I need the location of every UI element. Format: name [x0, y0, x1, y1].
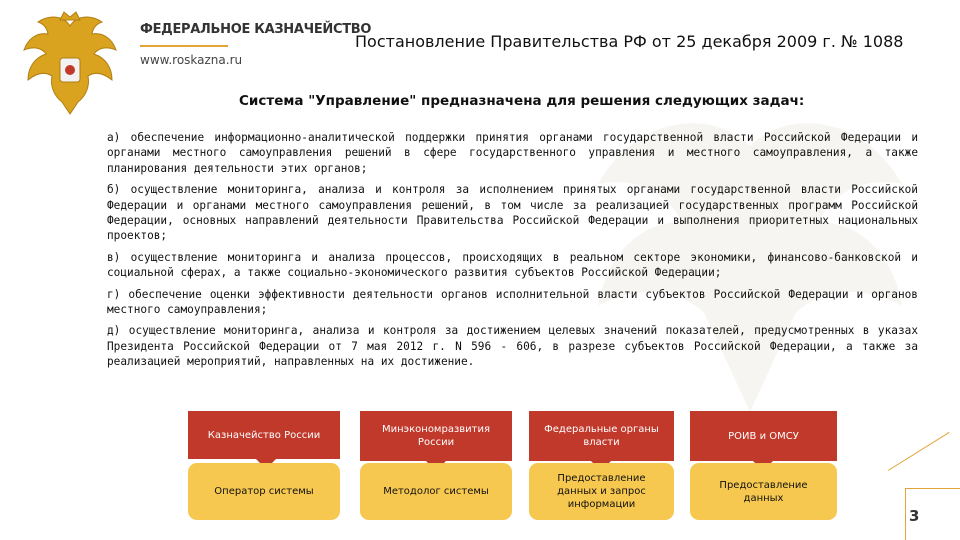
role-box-methodologist: Методолог системы: [360, 463, 512, 520]
double-headed-eagle-icon: [20, 8, 120, 120]
task-item-a: а) обеспечение информационно-аналитической поддержки принятия органами государственной власти Российской Федерации и органами местного самоуправления решений в сфере государственного управления и местного самоуправления, а также планирования деятельности этих органов;: [107, 131, 918, 175]
role-box-data-and-request: Предоставление данных и запрос информации: [529, 463, 674, 520]
org-box-roiv-omsu: РОИВ и ОМСУ: [690, 411, 837, 461]
org-box-kaznacheystvo: Казначейство России: [188, 411, 340, 459]
task-item-g: г) обеспечение оценки эффективности деятельности органов исполнительной власти субъектов Российской Федерации и органов местного самоуправления;: [107, 287, 918, 317]
tasks-list: [107, 130, 918, 376]
role-box-operator: Оператор системы: [188, 463, 340, 520]
page-number: 3: [909, 507, 920, 525]
corner-decoration-horizontal: [905, 488, 960, 489]
corner-decoration-vertical: [905, 488, 906, 540]
brand-divider: [140, 45, 228, 47]
role-box-data-provision: Предоставление данных: [690, 463, 837, 520]
section-subtitle: Система "Управление" предназначена для решения следующих задач:: [239, 93, 805, 109]
page-title: Постановление Правительства РФ от 25 декабря 2009 г. № 1088: [355, 32, 904, 51]
org-box-federal-organs: Федеральные органы власти: [529, 411, 674, 461]
task-item-b: б) осуществление мониторинга, анализа и контроля за исполнением принятых органами государственной власти Российской Федерации и органами местного самоуправления решений, в том числе за реализацией государственных программ Российской Федерации, основных направлений деятельности Правительства Российской Федерации и выполнения приоритетных национальных проектов;: [107, 183, 918, 243]
task-item-d: д) осуществление мониторинга, анализа и контроля за достижением целевых значений показателей, предусмотренных в указах Президента Российской Федерации от 7 мая 2012 г. N 596 - 606, в разрезе субъектов Российской Федерации, а также за реализацией мероприятий, направленных на их достижение.: [107, 324, 918, 369]
brand-title: ФЕДЕРАЛЬНОЕ КАЗНАЧЕЙСТВО: [140, 22, 372, 37]
task-item-v: в) осуществление мониторинга и анализа процессов, происходящих в реальном секторе экономики, финансово-банковской и социальной сферах, а также социально-экономического развития субъектов Российской Федерации;: [107, 250, 918, 280]
org-box-minekonomrazvitiya: Минэкономразвития России: [360, 411, 512, 461]
brand-url[interactable]: www.roskazna.ru: [140, 53, 243, 67]
